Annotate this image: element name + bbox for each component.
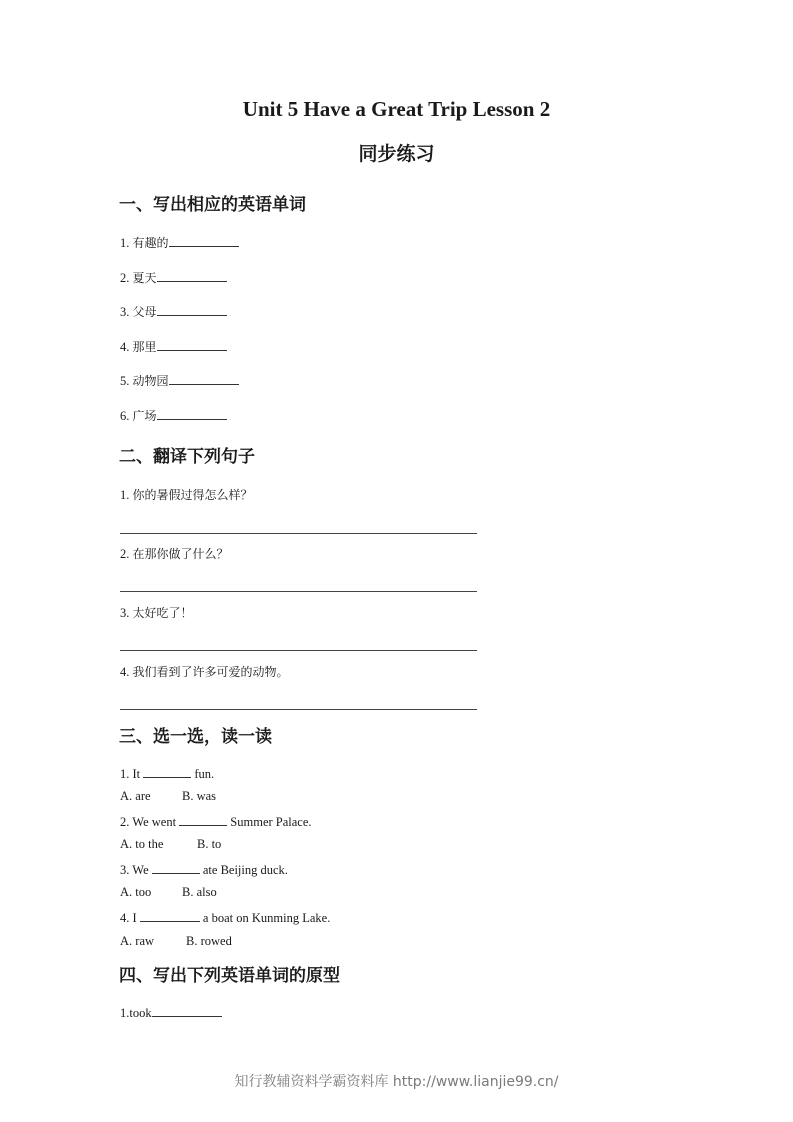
item-number: 3.	[120, 606, 130, 620]
option-a[interactable]: A. too	[120, 885, 152, 899]
item-prompt: took	[129, 1006, 152, 1020]
answer-blank[interactable]	[157, 269, 227, 282]
section-1-item	[120, 407, 227, 424]
mc-options	[120, 789, 216, 804]
item-prompt: 夏天	[132, 271, 157, 285]
option-b[interactable]: B. was	[182, 789, 217, 803]
option-a[interactable]: A. are	[120, 789, 151, 803]
item-number: 2.	[120, 271, 130, 285]
section-1-heading: 一、写出相应的英语单词	[119, 195, 306, 215]
mc-question	[120, 909, 330, 926]
page-title: Unit 5 Have a Great Trip Lesson 2	[242, 97, 551, 121]
option-b[interactable]: B. to	[197, 837, 222, 851]
question-stem-start: 4. I	[120, 911, 137, 925]
section-4-heading: 四、写出下列英语单词的原型	[119, 966, 340, 986]
item-prompt: 有趣的	[132, 236, 169, 250]
mc-question	[120, 813, 312, 830]
item-prompt: 动物园	[132, 374, 169, 388]
item-number: 1.	[120, 488, 130, 502]
answer-blank[interactable]	[179, 813, 227, 826]
mc-options	[120, 934, 232, 949]
question-stem-start: 3. We	[120, 863, 149, 877]
item-number: 1.	[120, 1006, 130, 1020]
answer-blank[interactable]	[152, 1004, 222, 1017]
item-prompt: 广场	[132, 409, 157, 423]
answer-line[interactable]	[120, 533, 477, 534]
item-number: 2.	[120, 547, 130, 561]
section-3-heading: 三、选一选，读一读	[119, 727, 272, 747]
section-2-item	[120, 545, 229, 562]
option-b[interactable]: B. also	[182, 885, 217, 899]
section-1-item	[120, 372, 239, 389]
section-1-item	[120, 338, 227, 355]
answer-blank[interactable]	[143, 765, 191, 778]
section-2-item	[120, 604, 193, 621]
item-number: 4.	[120, 665, 130, 679]
mc-options	[120, 837, 221, 852]
item-number: 4.	[120, 340, 130, 354]
answer-blank[interactable]	[152, 861, 200, 874]
mc-options	[120, 885, 217, 900]
section-2-heading: 二、翻译下列句子	[119, 447, 255, 467]
footer-watermark: 知行教辅资料学霸资料库 http://www.lianjie99.cn/	[234, 1074, 559, 1090]
answer-blank[interactable]	[169, 234, 239, 247]
question-stem-start: 2. We went	[120, 815, 177, 829]
answer-blank[interactable]	[157, 338, 227, 351]
item-prompt: 你的暑假过得怎么样？	[132, 488, 253, 502]
item-number: 5.	[120, 374, 130, 388]
section-4-item	[120, 1004, 222, 1021]
option-a[interactable]: A. to the	[120, 837, 164, 851]
question-stem-end: a boat on Kunming Lake.	[202, 911, 331, 925]
mc-question	[120, 861, 288, 878]
section-2-item	[120, 486, 253, 503]
item-prompt: 父母	[132, 305, 157, 319]
option-b[interactable]: B. rowed	[186, 934, 232, 948]
page-subtitle: 同步练习	[358, 143, 435, 165]
answer-line[interactable]	[120, 650, 477, 651]
answer-blank[interactable]	[157, 407, 227, 420]
option-a[interactable]: A. raw	[120, 934, 155, 948]
question-stem-start: 1. It	[120, 767, 141, 781]
mc-question	[120, 765, 214, 782]
answer-blank[interactable]	[140, 909, 200, 922]
section-1-item	[120, 303, 227, 320]
answer-blank[interactable]	[157, 303, 227, 316]
item-prompt: 在那你做了什么？	[132, 547, 229, 561]
section-1-item	[120, 234, 239, 251]
question-stem-end: ate Beijing duck.	[202, 863, 288, 877]
section-2-item	[120, 663, 289, 680]
item-prompt: 那里	[132, 340, 157, 354]
item-prompt: 太好吃了！	[132, 606, 193, 620]
question-stem-end: Summer Palace.	[230, 815, 312, 829]
item-number: 3.	[120, 305, 130, 319]
question-stem-end: fun.	[194, 767, 215, 781]
answer-line[interactable]	[120, 709, 477, 710]
answer-line[interactable]	[120, 591, 477, 592]
item-prompt: 我们看到了许多可爱的动物。	[132, 665, 289, 679]
section-1-item	[120, 269, 227, 286]
item-number: 1.	[120, 236, 130, 250]
item-number: 6.	[120, 409, 130, 423]
answer-blank[interactable]	[169, 372, 239, 385]
